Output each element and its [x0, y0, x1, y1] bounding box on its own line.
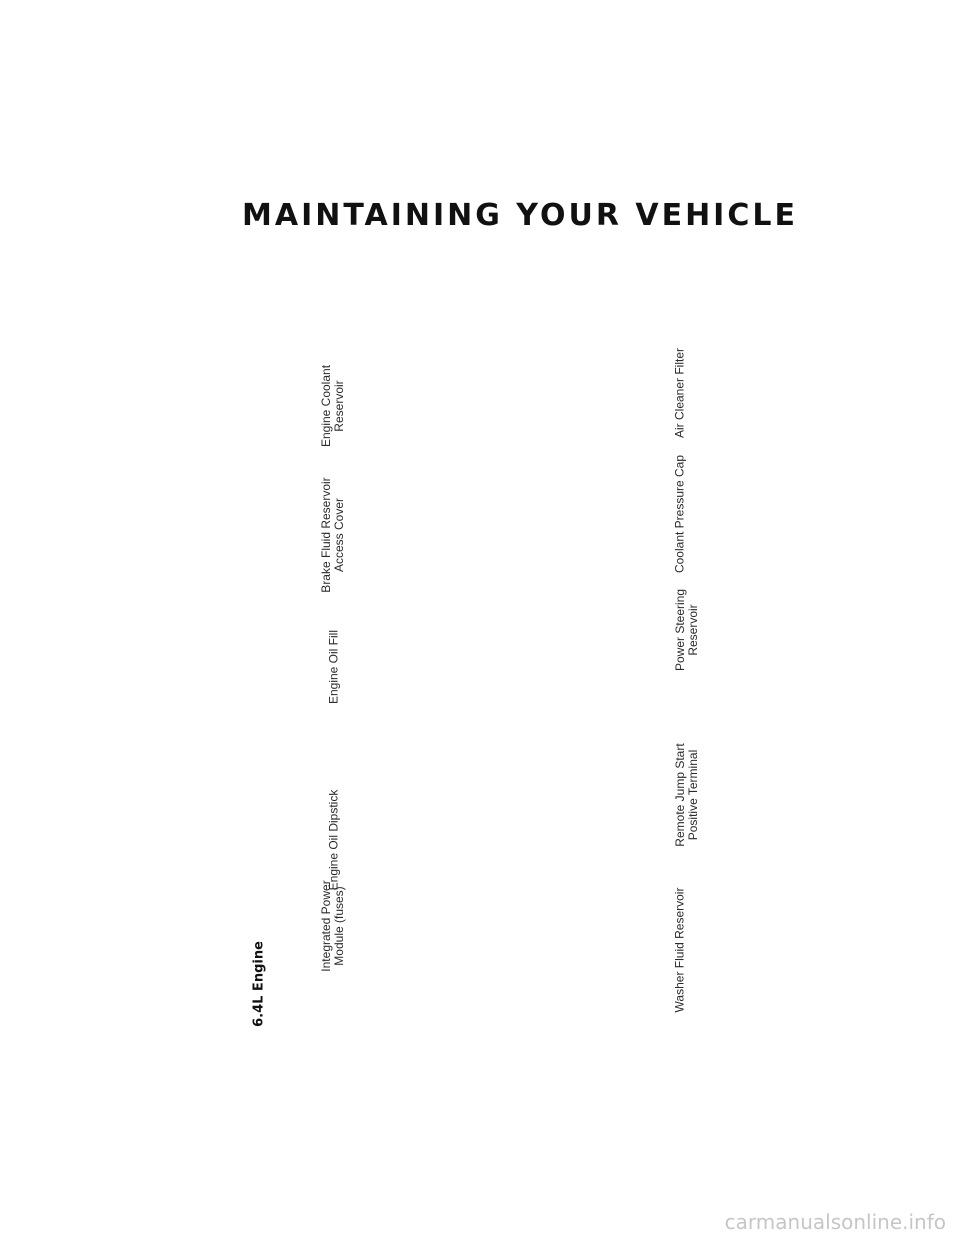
watermark: carmanualsonline.info [724, 1210, 946, 1234]
label-remote-jump-start [674, 743, 700, 846]
label-washer-fluid-reservoir [674, 888, 687, 1013]
label-power-steering-reservoir [674, 589, 700, 671]
label-line: Power Steering [673, 588, 687, 672]
label-line: Brake Fluid Reservoir [319, 477, 333, 593]
label-brake-fluid-reservoir [320, 477, 346, 592]
label-line: Air Cleaner Filter [672, 347, 687, 439]
label-engine-coolant-reservoir [320, 365, 346, 447]
label-line: Engine Oil Dipstick [326, 789, 341, 891]
section-title: 6.4L Engine [251, 941, 267, 1027]
page-title: MAINTAINING YOUR VEHICLE [242, 198, 798, 233]
label-line: Engine Coolant [319, 364, 333, 448]
label-line: Coolant Pressure Cap [672, 454, 687, 574]
label-line: Reservoir [332, 380, 346, 432]
label-air-cleaner-filter [674, 348, 687, 438]
label-coolant-pressure-cap [674, 455, 687, 573]
label-line: Washer Fluid Reservoir [672, 887, 687, 1013]
label-line: Reservoir [686, 604, 700, 656]
label-integrated-power-module [320, 880, 346, 971]
label-line: Positive Terminal [686, 749, 700, 841]
label-line: Remote Jump Start [673, 743, 687, 847]
label-engine-oil-dipstick [328, 790, 341, 891]
label-engine-oil-fill [328, 630, 341, 704]
label-line: Module (fuses) [332, 886, 346, 966]
label-line: Integrated Power [319, 880, 333, 972]
label-line: Access Cover [332, 497, 346, 573]
label-line: Engine Oil Fill [326, 629, 341, 705]
